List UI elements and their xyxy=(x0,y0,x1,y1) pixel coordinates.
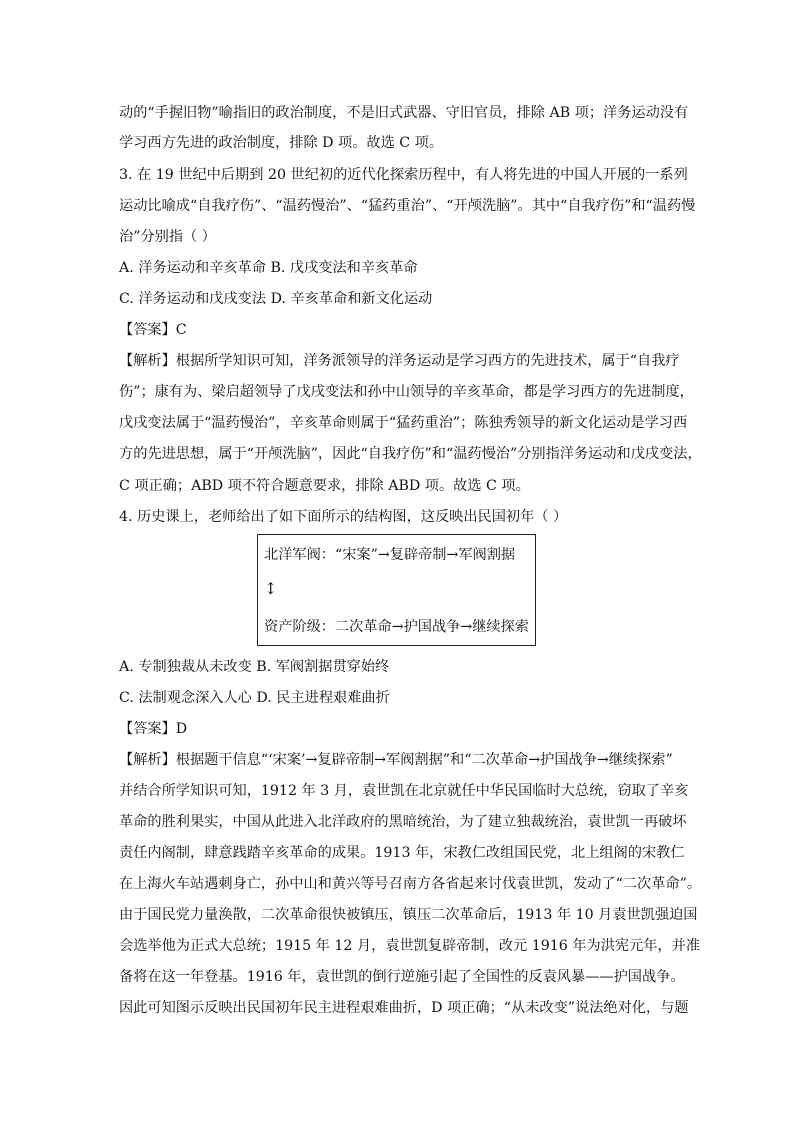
question-3-options-cd: C. 洋务运动和戊戌变法 D. 辛亥革命和新文化运动 xyxy=(119,291,433,307)
text-line: 伤”；康有为、梁启超领导了戊戌变法和孙中山领导的辛亥革命，都是学习西方的先进制度， xyxy=(119,384,694,400)
text-line: 并结合所学知识可知，1912 年 3 月，袁世凯在北京就任中华民国临时大总统，窃取了辛亥 xyxy=(119,783,689,799)
text-line: 由于国民党力量涣散，二次革命很快被镇压，镇压二次革命后，1913 年 10 月袁世凯强迫国 xyxy=(119,907,698,923)
text-line: 治”分别指（ ） xyxy=(119,229,216,245)
analysis-text: 【解析】根据题干信息“‘宋案’→复辟帝制→军阀割据”和“二次革命→护国战争→继续探索” xyxy=(119,752,673,768)
text-line: C 项正确；ABD 项不符合题意要求，排除 ABD 项。故选 C 项。 xyxy=(119,478,530,494)
up-down-arrow-icon: ↕ xyxy=(264,579,278,598)
text-line: 革命的胜利果实，中国从此进入北洋政府的黑暗统治，为了建立独裁统治，袁世凯一再破坏 xyxy=(119,814,687,830)
text-line: 因此可知图示反映出民国初年民主进程艰难曲折，D 项正确；“从未改变”说法绝对化，与题 xyxy=(119,1000,689,1016)
structure-diagram-box xyxy=(257,534,536,646)
question-4-options-ab: A. 专制独裁从未改变 B. 军阀割据贯穿始终 xyxy=(119,659,390,675)
diagram-top-line: 北洋军阀：“宋案”→复辟帝制→军阀割据 xyxy=(264,547,516,563)
text-line: 在上海火车站遇刺身亡，孙中山和黄兴等号召南方各省起来讨伐袁世凯，发动了“二次革命”。 xyxy=(119,876,702,892)
analysis-text: 【解析】根据所学知识可知，洋务派领导的洋务运动是学习西方的先进技术，属于“自我疗 xyxy=(119,353,680,369)
text-line: 会选举他为正式大总统；1915 年 12 月，袁世凯复辟帝制，改元 1916 年为洪宪元年，并准 xyxy=(119,938,701,954)
diagram-bottom-line: 资产阶级：二次革命→护国战争→继续探索 xyxy=(264,619,529,635)
text-line: 动的“手握旧物”喻指旧的政治制度，不是旧式武器、守旧官员，排除 AB 项；洋务运动没有 xyxy=(119,105,689,121)
text-line: 运动比喻成“自我疗伤”、“温药慢治”、“猛药重治”、“开颅洗脑”。其中“自我疗伤”和“温药慢 xyxy=(119,198,696,214)
answer-label: 【答案】D xyxy=(119,721,188,737)
text-line: 责任内阁制，肆意践踏辛亥革命的成果。1913 年，宋教仁改组国民党，北上组阁的宋教仁 xyxy=(119,845,685,861)
text-line: 备将在这一年登基。1916 年，袁世凯的倒行逆施引起了全国性的反袁风暴——护国战争。 xyxy=(119,969,685,985)
question-3-options-ab: A. 洋务运动和辛亥革命 B. 戊戌变法和辛亥革命 xyxy=(119,260,418,276)
question-3-stem: 3. 在 19 世纪中后期到 20 世纪初的近代化探索历程中，有人将先进的中国人开展的一系列 xyxy=(119,167,688,183)
question-4-stem: 4. 历史课上，老师给出了如下面所示的结构图，这反映出民国初年（ ） xyxy=(119,509,568,525)
text-line: 戊戌变法属于“温药慢治”，辛亥革命则属于“猛药重治”；陈独秀领导的新文化运动是学习西 xyxy=(119,415,688,431)
question-4-options-cd: C. 法制观念深入人心 D. 民主进程艰难曲折 xyxy=(119,690,390,706)
text-line: 学习西方先进的政治制度，排除 D 项。故选 C 项。 xyxy=(119,135,444,151)
answer-label: 【答案】C xyxy=(119,322,187,338)
text-line: 方的先进思想，属于“开颅洗脑”，因此“自我疗伤”和“温药慢治”分别指洋务运动和戊戌变法， xyxy=(119,446,702,462)
